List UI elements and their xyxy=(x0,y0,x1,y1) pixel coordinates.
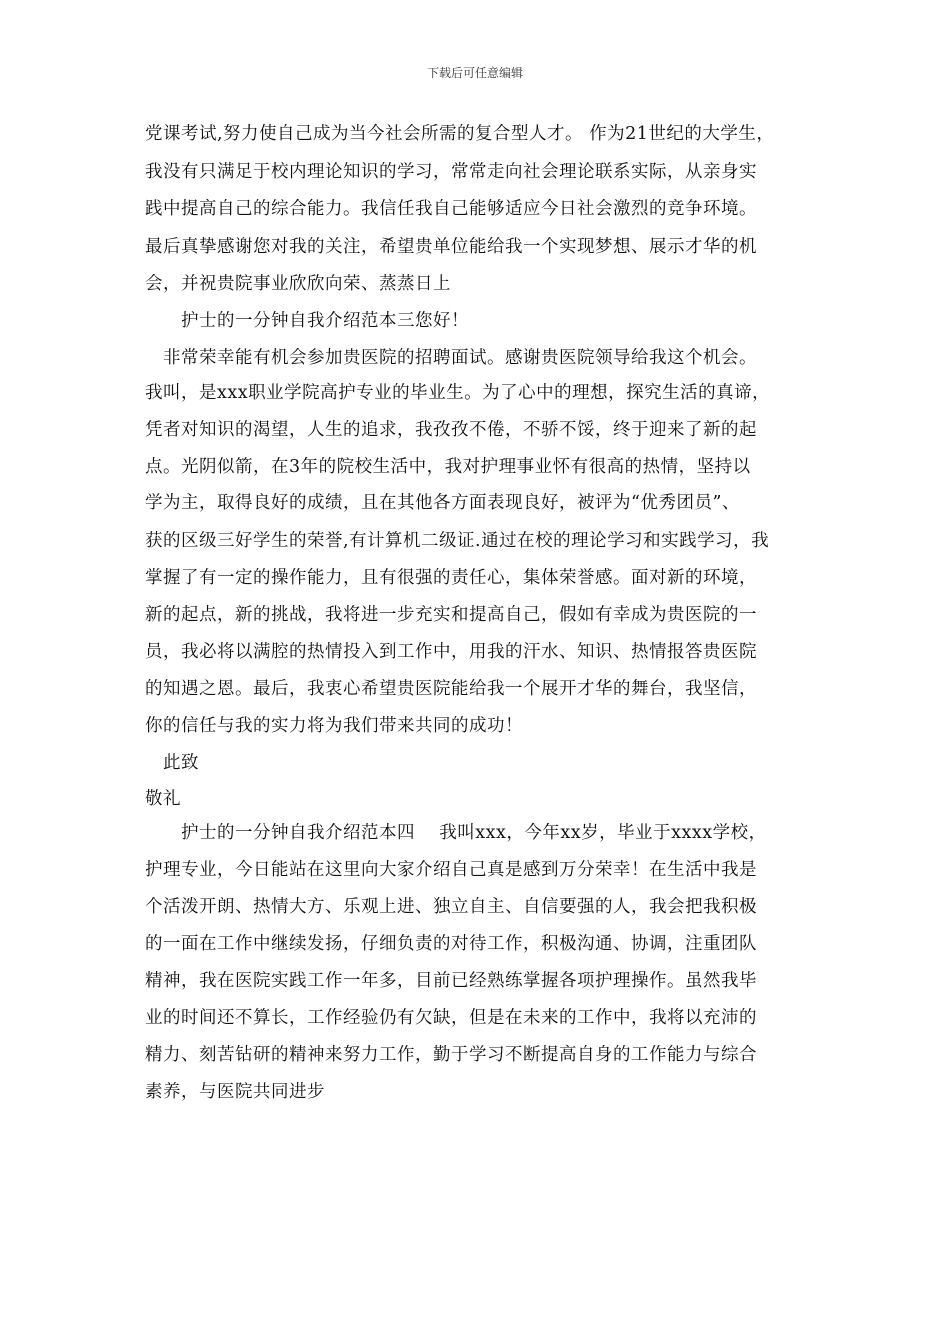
section-heading-line: 护士的一分钟自我介绍范本三您好！ xyxy=(181,311,469,331)
body-text-line: 员，我必将以满腔的热情投入到工作中，用我的汗水、知识、热情报答贵医院 xyxy=(145,642,757,662)
body-text-line: 非常荣幸能有机会参加贵医院的招聘面试。感谢贵医院领导给我这个机会。 xyxy=(163,348,757,368)
body-text-line: 精力、刻苦钻研的精神来努力工作，勤于学习不断提高自身的工作能力与综合 xyxy=(145,1045,757,1065)
body-text-line: 获的区级三好学生的荣誉,有计算机二级证.通过在校的理论学习和实践学习，我 xyxy=(145,531,770,551)
body-text-line: 业的时间还不算长，工作经验仍有欠缺，但是在未来的工作中，我将以充沛的 xyxy=(145,1008,757,1028)
section-heading-line: 护士的一分钟自我介绍范本四 我叫xxx，今年xx岁，毕业于xxxx学校， xyxy=(181,823,767,843)
body-text-line: 的一面在工作中继续发扬，仔细负责的对待工作，积极沟通、协调，注重团队 xyxy=(145,934,757,954)
body-text-line: 我没有只满足于校内理论知识的学习，常常走向社会理论联系实际，从亲身实 xyxy=(145,162,757,182)
body-text-line: 的知遇之恩。最后，我衷心希望贵医院能给我一个展开才华的舞台，我坚信， xyxy=(145,679,757,699)
body-text-line: 点。光阴似箭，在3年的院校生活中，我对护理事业怀有很高的热情，坚持以 xyxy=(145,457,751,477)
body-text-line: 素养，与医院共同进步 xyxy=(145,1082,325,1102)
body-text-line: 掌握了有一定的操作能力，且有很强的责任心，集体荣誉感。面对新的环境， xyxy=(145,568,757,588)
body-text-line: 凭者对知识的渴望，人生的追求，我孜孜不倦，不骄不馁，终于迎来了新的起 xyxy=(145,420,757,440)
page-header-note: 下载后可任意编辑 xyxy=(426,66,523,80)
body-text-line: 学为主，取得良好的成绩，且在其他各方面表现良好，被评为“优秀团员”、 xyxy=(145,493,740,513)
closing-line: 此致 xyxy=(163,753,199,773)
body-text-line: 护理专业，今日能站在这里向大家介绍自己真是感到万分荣幸！在生活中我是 xyxy=(145,860,757,880)
body-text-line: 精神，我在医院实践工作一年多，目前已经熟练掌握各项护理操作。虽然我毕 xyxy=(145,971,757,991)
body-text-line: 个活泼开朗、热情大方、乐观上进、独立自主、自信要强的人，我会把我积极 xyxy=(145,897,757,917)
body-text-line: 会，并祝贵院事业欣欣向荣、蒸蒸日上 xyxy=(145,274,451,294)
body-text-line: 你的信任与我的实力将为我们带来共同的成功！ xyxy=(145,716,523,736)
body-text-line: 践中提高自己的综合能力。我信任我自己能够适应今日社会激烈的竞争环境。 xyxy=(145,199,757,219)
body-text-line: 我叫，是xxx职业学院高护专业的毕业生。为了心中的理想，探究生活的真谛， xyxy=(145,383,771,403)
body-text-line: 最后真挚感谢您对我的关注，希望贵单位能给我一个实现梦想、展示才华的机 xyxy=(145,237,757,257)
body-text-line: 党课考试,努力使自己成为当今社会所需的复合型人才。 作为21世纪的大学生， xyxy=(145,124,775,144)
closing-line: 敬礼 xyxy=(145,789,181,809)
body-text-line: 新的起点，新的挑战，我将进一步充实和提高自己，假如有幸成为贵医院的一 xyxy=(145,605,757,625)
